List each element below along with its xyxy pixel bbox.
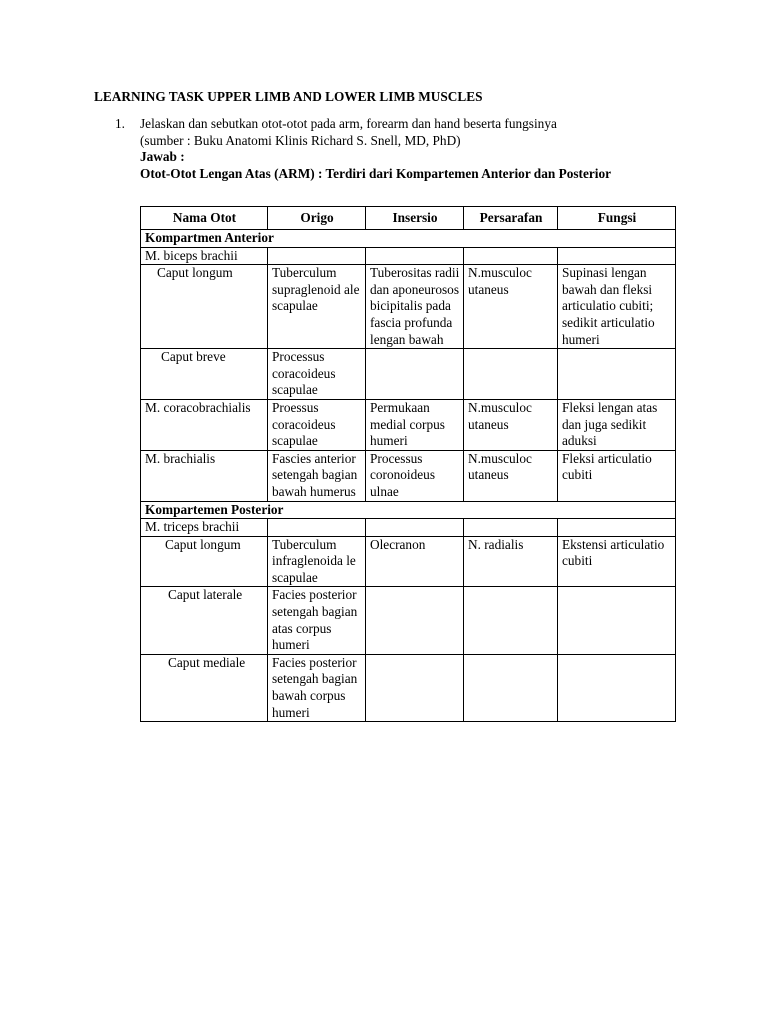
table-row (141, 247, 676, 265)
cell-origo: Facies posterior setengah bagian bawah corpus humeri (268, 654, 366, 721)
cell-fungsi: Supinasi lengan bawah dan fleksi articulatio cubiti; sedikit articulatio humeri (558, 265, 676, 349)
table-row (141, 349, 676, 400)
table-row (141, 536, 676, 587)
section-row-posterior (141, 501, 676, 519)
table-row (141, 519, 676, 537)
cell-persarafan (464, 587, 558, 654)
cell-insersio: Olecranon (366, 536, 464, 587)
cell-origo: Processus coracoideus scapulae (268, 349, 366, 400)
header-insersio: Insersio (366, 207, 464, 230)
cell-persarafan (464, 654, 558, 721)
cell-insersio (366, 247, 464, 265)
header-nama-otot: Nama Otot (141, 207, 268, 230)
question-block (115, 116, 675, 182)
cell-persarafan (464, 247, 558, 265)
section-label: Kompartmen Anterior (141, 230, 676, 248)
cell-name: M. brachialis (141, 450, 268, 501)
cell-persarafan: N. radialis (464, 536, 558, 587)
cell-insersio (366, 519, 464, 537)
cell-insersio (366, 654, 464, 721)
table-header-row (141, 207, 676, 230)
cell-persarafan: N.musculoc utaneus (464, 399, 558, 450)
cell-origo: Fascies anterior setengah bagian bawah humerus (268, 450, 366, 501)
header-persarafan: Persarafan (464, 207, 558, 230)
cell-persarafan: N.musculoc utaneus (464, 450, 558, 501)
cell-persarafan: N.musculoc utaneus (464, 265, 558, 349)
cell-name: M. triceps brachii (141, 519, 268, 537)
cell-insersio: Processus coronoideus ulnae (366, 450, 464, 501)
cell-origo: Proessus coracoideus scapulae (268, 399, 366, 450)
cell-name: Caput breve (141, 349, 268, 400)
cell-name: M. coracobrachialis (141, 399, 268, 450)
cell-fungsi (558, 587, 676, 654)
section-heading: Otot-Otot Lengan Atas (ARM) : Terdiri dari Kompartemen Anterior dan Posterior (140, 165, 611, 181)
question-text: Jelaskan dan sebutkan otot-otot pada arm, forearm dan hand beserta fungsinya (140, 116, 557, 131)
section-row-anterior (141, 230, 676, 248)
cell-fungsi (558, 349, 676, 400)
cell-name: Caput longum (141, 536, 268, 587)
cell-name: M. biceps brachii (141, 247, 268, 265)
cell-persarafan (464, 519, 558, 537)
answer-label: Jawab : (140, 149, 185, 165)
table-row (141, 450, 676, 501)
cell-origo: Facies posterior setengah bagian atas corpus humeri (268, 587, 366, 654)
cell-fungsi (558, 519, 676, 537)
table-row (141, 587, 676, 654)
page-title: LEARNING TASK UPPER LIMB AND LOWER LIMB MUSCLES (94, 89, 483, 104)
cell-name: Caput mediale (141, 654, 268, 721)
cell-insersio (366, 349, 464, 400)
muscle-table (140, 206, 676, 722)
header-fungsi: Fungsi (558, 207, 676, 230)
cell-name: Caput laterale (141, 587, 268, 654)
cell-fungsi (558, 247, 676, 265)
table-row (141, 399, 676, 450)
cell-origo: Tuberculum supraglenoid ale scapulae (268, 265, 366, 349)
cell-insersio: Tuberositas radii dan aponeurosos bicipitalis pada fascia profunda lengan bawah (366, 265, 464, 349)
cell-origo: Tuberculum infraglenoida le scapulae (268, 536, 366, 587)
cell-fungsi: Fleksi lengan atas dan juga sedikit aduksi (558, 399, 676, 450)
cell-fungsi (558, 654, 676, 721)
header-origo: Origo (268, 207, 366, 230)
cell-fungsi: Ekstensi articulatio cubiti (558, 536, 676, 587)
question-source: (sumber : Buku Anatomi Klinis Richard S. Snell, MD, PhD) (140, 132, 461, 148)
cell-origo (268, 519, 366, 537)
table-row (141, 654, 676, 721)
section-label: Kompartemen Posterior (141, 501, 676, 519)
cell-persarafan (464, 349, 558, 400)
cell-fungsi: Fleksi articulatio cubiti (558, 450, 676, 501)
table-row (141, 265, 676, 349)
cell-origo (268, 247, 366, 265)
question-number: 1. (115, 116, 125, 131)
cell-insersio: Permukaan medial corpus humeri (366, 399, 464, 450)
cell-name: Caput longum (141, 265, 268, 349)
cell-insersio (366, 587, 464, 654)
